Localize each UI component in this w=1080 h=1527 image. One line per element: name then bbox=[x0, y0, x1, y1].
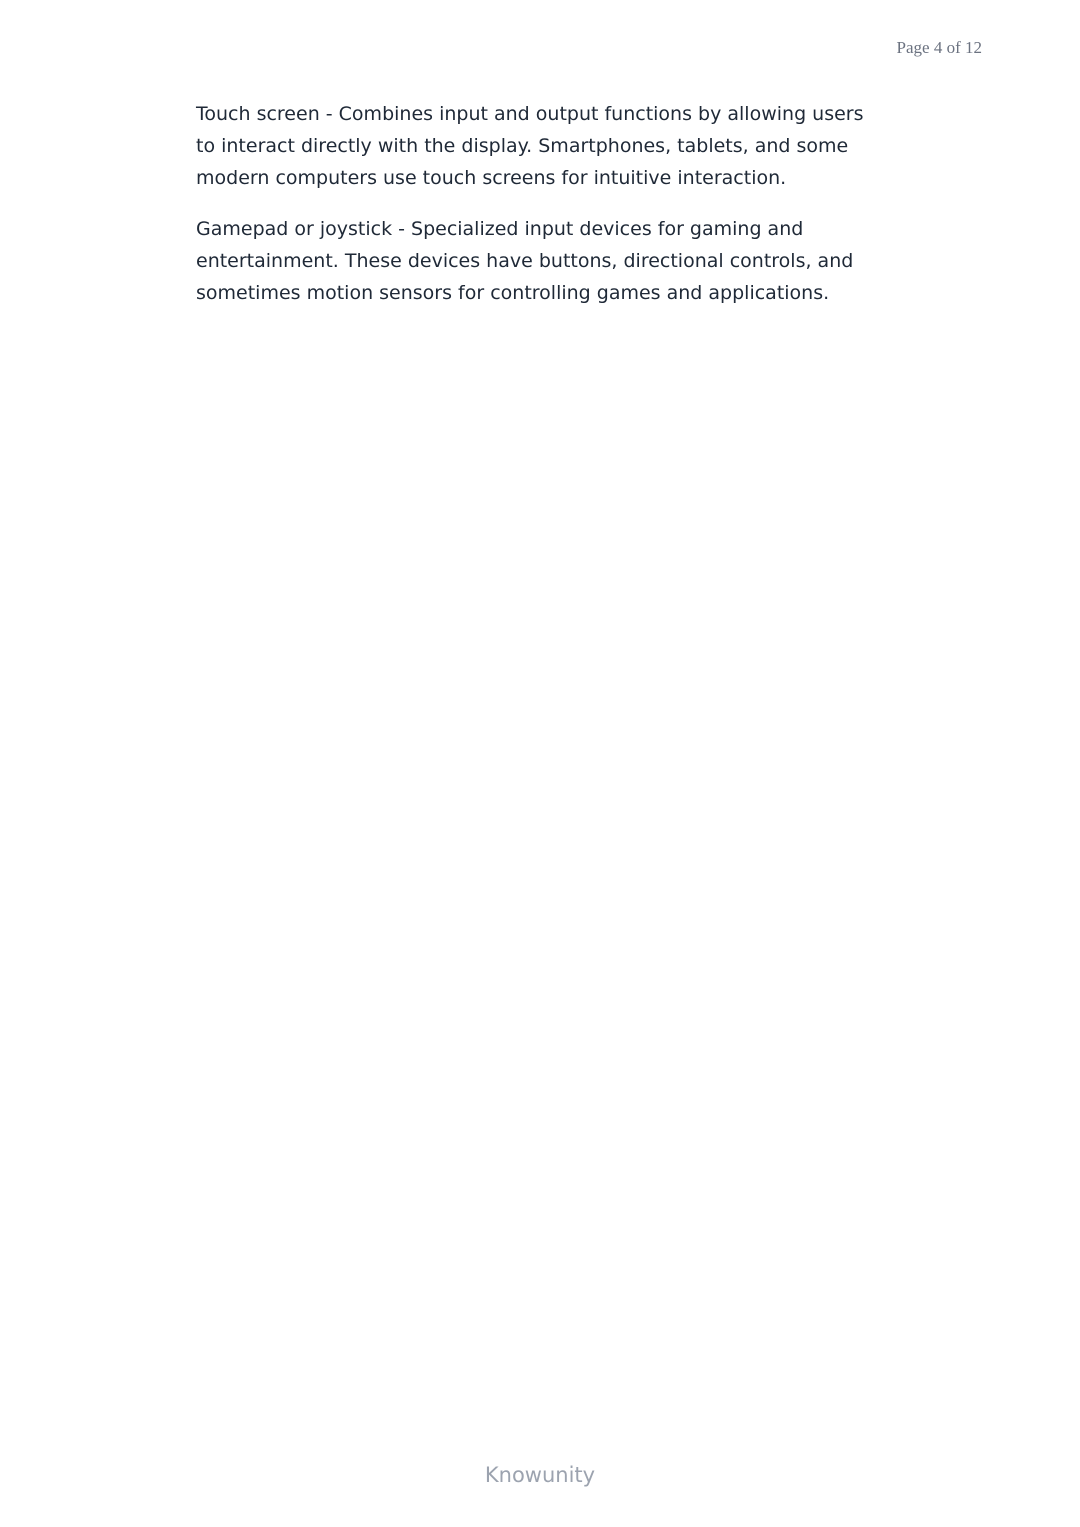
paragraph-gamepad: Gamepad or joystick - Specialized input devices for gaming and entertainment. These devices have buttons, directional controls, and sometimes motion sensors for controlling games and applications. bbox=[196, 218, 854, 304]
page-number: Page 4 of 12 bbox=[896, 38, 982, 57]
document-body bbox=[196, 98, 876, 328]
paragraph-touch-screen: Touch screen - Combines input and output functions by allowing users to interact directly with the display. Smartphones, tablets, and some modern computers use touch screens for intuitive interaction. bbox=[196, 103, 864, 189]
footer-brand: Knowunity bbox=[484, 1463, 596, 1487]
